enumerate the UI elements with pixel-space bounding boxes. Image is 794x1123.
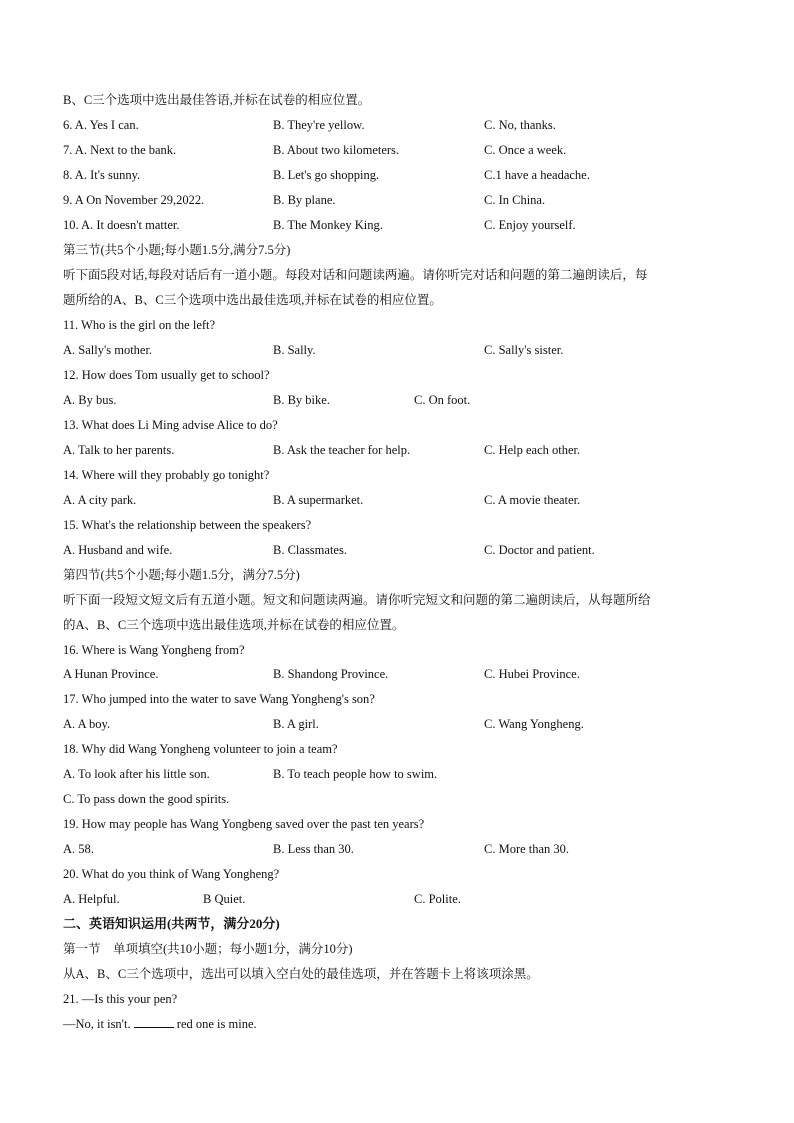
question-18-option-c: C. To pass down the good spirits. (63, 792, 230, 806)
question-7 (0, 142, 794, 158)
option-a: A. 58. (63, 842, 94, 856)
option-c: C. On foot. (414, 393, 471, 407)
option-a: A. Sally's mother. (63, 343, 153, 357)
question-9 (0, 192, 794, 208)
option-c: C. Sally's sister. (484, 343, 564, 357)
question-13-stem: 13. What does Li Ming advise Alice to do? (63, 418, 278, 432)
question-15-options (0, 542, 794, 558)
question-8 (0, 167, 794, 183)
section3-title: 第三节(共5个小题;每小题1.5分,满分7.5分) (63, 243, 291, 257)
question-19-stem: 19. How may people has Wang Yongbeng saved over the past ten years? (63, 817, 425, 831)
question-13-options (0, 442, 794, 458)
option-c: C. Wang Yongheng. (484, 717, 584, 731)
question-15-stem: 15. What's the relationship between the speakers? (63, 518, 312, 532)
section4-instruction-line1: 听下面一段短文短文后有五道小题。短文和问题读两遍。请你听完短文和问题的第二遍朗读后，从每题所给 (63, 593, 651, 607)
question-17-options (0, 716, 794, 732)
question-20-options (0, 891, 794, 907)
question-18-stem: 18. Why did Wang Yongheng volunteer to join a team? (63, 742, 338, 756)
option-b: B. A supermarket. (273, 493, 364, 507)
section4-title: 第四节(共5个小题;每小题1.5分，满分7.5分) (63, 568, 300, 582)
option-b: B. To teach people how to swim. (273, 767, 438, 781)
option-b: B. Let's go shopping. (273, 168, 380, 182)
question-11-options (0, 342, 794, 358)
part2-instruction: 从A、B、C三个选项中，选出可以填入空白处的最佳选项，并在答题卡上将该项涂黑。 (63, 967, 539, 981)
question-6 (0, 117, 794, 133)
option-b: B. Sally. (273, 343, 316, 357)
question-16-stem: 16. Where is Wang Yongheng from? (63, 643, 245, 657)
question-21-answer (63, 1016, 257, 1032)
option-c: C. Hubei Province. (484, 667, 580, 681)
option-c: C. Enjoy yourself. (484, 218, 576, 232)
option-c: C. More than 30. (484, 842, 570, 856)
question-14-options (0, 492, 794, 508)
section3-instruction-line1: 听下面5段对话,每段对话后有一道小题。每段对话和问题读两遍。请你听完对话和问题的第二遍朗读后，每 (63, 268, 648, 282)
question-21-stem: 21. —Is this your pen? (63, 992, 178, 1006)
option-c: C. Help each other. (484, 443, 581, 457)
option-a: A. By bus. (63, 393, 117, 407)
option-c: C. In China. (484, 193, 546, 207)
option-b: B Quiet. (203, 892, 246, 906)
option-b: B. Ask the teacher for help. (273, 443, 411, 457)
option-a: 10. A. It doesn't matter. (63, 218, 180, 232)
question-12-stem: 12. How does Tom usually get to school? (63, 368, 270, 382)
option-a: 6. A. Yes I can. (63, 118, 139, 132)
option-b: B. By plane. (273, 193, 336, 207)
option-a: A. A boy. (63, 717, 111, 731)
fill-blank (134, 1016, 174, 1028)
option-c: C. Doctor and patient. (484, 543, 595, 557)
option-b: B. By bike. (273, 393, 330, 407)
question-16-options (0, 666, 794, 682)
option-a: 9. A On November 29,2022. (63, 193, 205, 207)
question-20-stem: 20. What do you think of Wang Yongheng? (63, 867, 280, 881)
option-b: B. The Monkey King. (273, 218, 383, 232)
answer-suffix: red one is mine. (176, 1017, 257, 1031)
section4-instruction-line2: 的A、B、C三个选项中选出最佳选项,并标在试卷的相应位置。 (63, 618, 405, 632)
option-a: 8. A. It's sunny. (63, 168, 141, 182)
option-b: B. They're yellow. (273, 118, 365, 132)
section3-instruction-line2: 题所给的A、B、C三个选项中选出最佳选项,并标在试卷的相应位置。 (63, 293, 442, 307)
option-a: A. A city park. (63, 493, 137, 507)
option-b: B. Shandong Province. (273, 667, 389, 681)
option-b: B. Less than 30. (273, 842, 354, 856)
option-b: B. Classmates. (273, 543, 347, 557)
question-18-options (0, 766, 794, 782)
question-14-stem: 14. Where will they probably go tonight? (63, 468, 270, 482)
option-b: B. A girl. (273, 717, 319, 731)
question-19-options (0, 841, 794, 857)
option-a: A. To look after his little son. (63, 767, 210, 781)
option-c: C. A movie theater. (484, 493, 581, 507)
instruction-top: B、C三个选项中选出最佳答语,并标在试卷的相应位置。 (63, 93, 371, 107)
option-a: A. Husband and wife. (63, 543, 173, 557)
option-c: C. No, thanks. (484, 118, 556, 132)
answer-prefix: —No, it isn't. (63, 1017, 131, 1031)
option-a: A Hunan Province. (63, 667, 159, 681)
part2-section1-title: 第一节 单项填空(共10小题；每小题1分，满分10分) (63, 942, 353, 956)
option-c: C. Polite. (414, 892, 461, 906)
part2-title: 二、英语知识运用(共两节，满分20分) (63, 916, 280, 931)
question-10 (0, 217, 794, 233)
question-12-options (0, 392, 794, 408)
option-a: A. Helpful. (63, 892, 120, 906)
option-a: A. Talk to her parents. (63, 443, 175, 457)
question-11-stem: 11. Who is the girl on the left? (63, 318, 216, 332)
option-c: C. Once a week. (484, 143, 567, 157)
option-c: C.1 have a headache. (484, 168, 590, 182)
question-17-stem: 17. Who jumped into the water to save Wang Yongheng's son? (63, 692, 375, 706)
option-b: B. About two kilometers. (273, 143, 400, 157)
option-a: 7. A. Next to the bank. (63, 143, 177, 157)
